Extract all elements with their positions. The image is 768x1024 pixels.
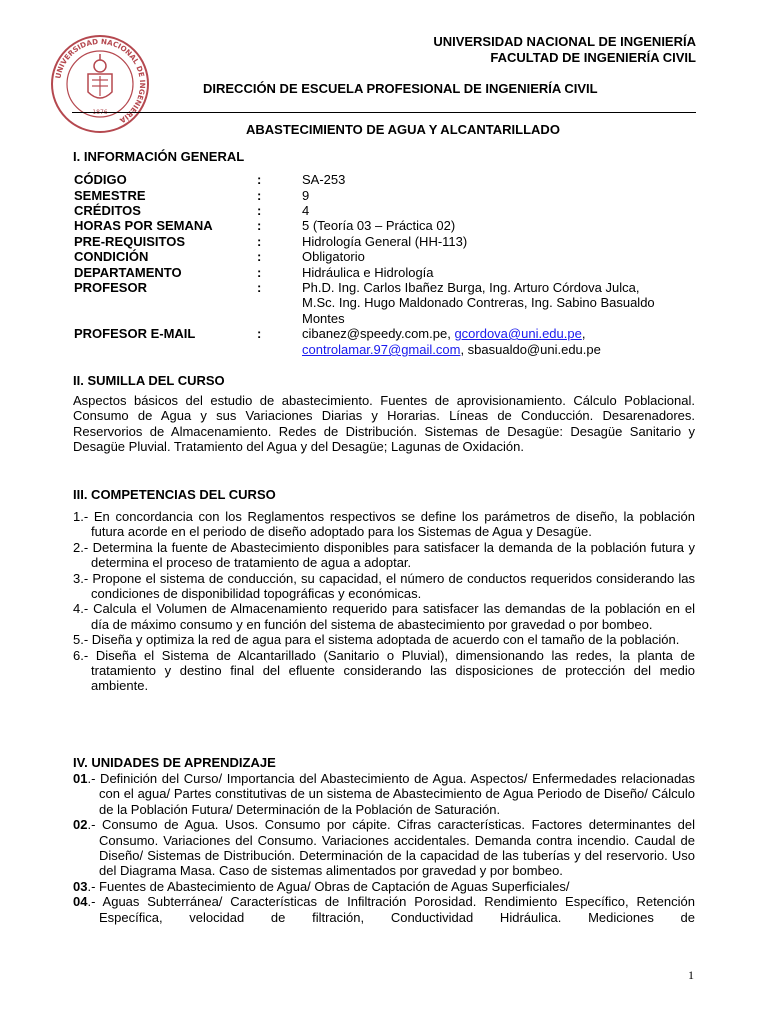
- header-divider: [72, 112, 696, 113]
- info-value-horas: 5 (Teoría 03 – Práctica 02): [302, 218, 456, 233]
- course-summary-text: Aspectos básicos del estudio de abastecimiento. Fuentes de aprovisionamiento. Cálculo Poblacional. Consumo de Agua y sus Variaciones Diarias y Horarias. Líneas de Conducción. Desarenadores. Reservorios de Almacenamiento. Redes de Distribución. Sistemas de Desagüe: Desagüe Sanitario y Desagüe Pluvial. Tratamiento del Agua y del Desagüe; Lagunas de Oxidación.: [73, 393, 695, 455]
- school-direction: DIRECCIÓN DE ESCUELA PROFESIONAL DE INGENIERÍA CIVIL: [203, 81, 598, 96]
- info-label-email: PROFESOR E-MAIL: [74, 326, 196, 341]
- competency-item: 3.- Propone el sistema de conducción, su capacidad, el número de conductos requeridos considerando las condiciones de disponibilidad topográficas y económicas.: [73, 570, 695, 602]
- info-value-semestre: 9: [302, 188, 310, 203]
- section-4-title: IV. UNIDADES DE APRENDIZAJE: [73, 755, 276, 770]
- email-link-gcordova[interactable]: gcordova@uni.edu.pe: [454, 326, 582, 341]
- learning-unit-item: [73, 894, 695, 925]
- email-link-controlamar[interactable]: controlamar.97@gmail.com: [302, 342, 461, 357]
- competency-item: 5.- Diseña y optimiza la red de agua para el sistema adoptada de acuerdo con el tamaño de la población.: [73, 632, 680, 648]
- competency-item: 2.- Determina la fuente de Abastecimiento disponibles para satisfacer la demanda de la población futura y determina el proceso de tratamiento de agua a adoptar.: [73, 539, 695, 571]
- info-label-semestre: SEMESTRE: [74, 188, 146, 203]
- learning-units-list: [73, 771, 695, 925]
- faculty-name: FACULTAD DE INGENIERÍA CIVIL: [490, 50, 696, 65]
- info-colon: :: [257, 234, 262, 249]
- unit-text: .- Aguas Subterránea/ Características de Infiltración Porosidad. Rendimiento Específico, Retención Específica, velocidad de filtración, Conductividad Hidráulica. Mediciones de: [87, 894, 695, 925]
- info-colon: :: [257, 172, 262, 187]
- seal-icon: [50, 34, 150, 134]
- learning-unit-item: [73, 771, 695, 817]
- email-text: , sbasualdo@uni.edu.pe: [460, 342, 601, 357]
- info-label-codigo: CÓDIGO: [74, 172, 127, 187]
- unit-text: .- Definición del Curso/ Importancia del Abastecimiento de Agua. Aspectos/ Enfermedades relacionadas con el agua/ Partes constitutivas de un sistema de Abastecimiento de Agua Periodo de Diseño/ Cálculo de la Población Futura/ Determinación de la Población de Saturación.: [87, 771, 695, 817]
- email-text: cibanez@speedy.com.pe,: [302, 326, 455, 341]
- info-value-codigo: SA-253: [302, 172, 346, 187]
- info-colon: :: [257, 249, 262, 264]
- info-colon: :: [257, 265, 262, 280]
- unit-text: .- Consumo de Agua. Usos. Consumo por cápite. Cifras características. Factores determinantes del Consumo. Variaciones del Consumo. Variaciones accidentales. Demanda contra incendio. Caudal de Diseño/ Sistemas de Distribución. Determinación de la capacidad de las tuberías y del reservorio. Uso del Diagrama Masa. Caso de sistemas alimentados por gravedad y por bombeo.: [87, 817, 695, 879]
- info-value-condicion: Obligatorio: [302, 249, 365, 264]
- learning-unit-item: [73, 879, 695, 894]
- unit-number: 03: [73, 878, 88, 894]
- info-value-profesor-line-1: Ph.D. Ing. Carlos Ibañez Burga, Ing. Arturo Córdova Julca,: [302, 280, 640, 295]
- university-name: UNIVERSIDAD NACIONAL DE INGENIERÍA: [433, 34, 696, 49]
- university-seal-logo: [50, 34, 150, 134]
- info-value-creditos: 4: [302, 203, 310, 218]
- competency-item: 1.- En concordancia con los Reglamentos respectivos se define los parámetros de diseño, la población futura acorde en el periodo de diseño adoptado para los Sistemas de Agua y Desagüe.: [73, 509, 695, 540]
- unit-text: .- Fuentes de Abastecimiento de Agua/ Obras de Captación de Aguas Superficiales/: [87, 878, 570, 894]
- info-value-email-line-1: [302, 326, 585, 341]
- info-colon: :: [257, 326, 262, 341]
- unit-number: 02: [73, 817, 88, 833]
- course-title: ABASTECIMIENTO DE AGUA Y ALCANTARILLADO: [246, 122, 560, 137]
- info-label-creditos: CRÉDITOS: [74, 203, 141, 218]
- info-label-horas: HORAS POR SEMANA: [74, 218, 213, 233]
- info-value-profesor-line-3: Montes: [302, 311, 345, 326]
- seal-ring-text: UNIVERSIDAD NACIONAL DE INGENIERÍA: [53, 36, 148, 126]
- info-colon: :: [257, 203, 262, 218]
- section-1-title: I. INFORMACIÓN GENERAL: [73, 149, 245, 164]
- section-3-title: III. COMPETENCIAS DEL CURSO: [73, 487, 276, 502]
- email-separator: ,: [581, 326, 586, 341]
- info-colon: :: [257, 188, 262, 203]
- info-label-profesor: PROFESOR: [74, 280, 147, 295]
- info-label-prerequisitos: PRE-REQUISITOS: [74, 234, 186, 249]
- competencies-list: [73, 509, 695, 694]
- info-value-email-line-2: [302, 342, 601, 357]
- seal-year: 1876: [92, 109, 108, 116]
- info-colon: :: [257, 218, 262, 233]
- info-label-departamento: DEPARTAMENTO: [74, 265, 182, 280]
- unit-number: 01: [73, 771, 88, 786]
- info-label-condicion: CONDICIÓN: [74, 249, 149, 264]
- info-value-departamento: Hidráulica e Hidrología: [302, 265, 434, 280]
- unit-number: 04: [73, 894, 88, 910]
- competency-item: 4.- Calcula el Volumen de Almacenamiento requerido para satisfacer las demandas de la población en el día de máximo consumo y en función del sistema de abastecimiento por gravedad o por bombeo.: [73, 601, 695, 632]
- info-colon: :: [257, 280, 262, 295]
- page-number: 1: [688, 968, 694, 982]
- learning-unit-item: [73, 817, 695, 879]
- competency-item: 6.- Diseña el Sistema de Alcantarillado (Sanitario o Pluvial), dimensionando las redes, la planta de tratamiento y destino final del efluente considerando las disposiciones de protección del medio ambiente.: [73, 647, 695, 694]
- section-2-title: II. SUMILLA DEL CURSO: [73, 373, 225, 388]
- info-value-prerequisitos: Hidrología General (HH-113): [302, 234, 468, 249]
- info-value-profesor-line-2: M.Sc. Ing. Hugo Maldonado Contreras, Ing. Sabino Basualdo: [302, 295, 655, 310]
